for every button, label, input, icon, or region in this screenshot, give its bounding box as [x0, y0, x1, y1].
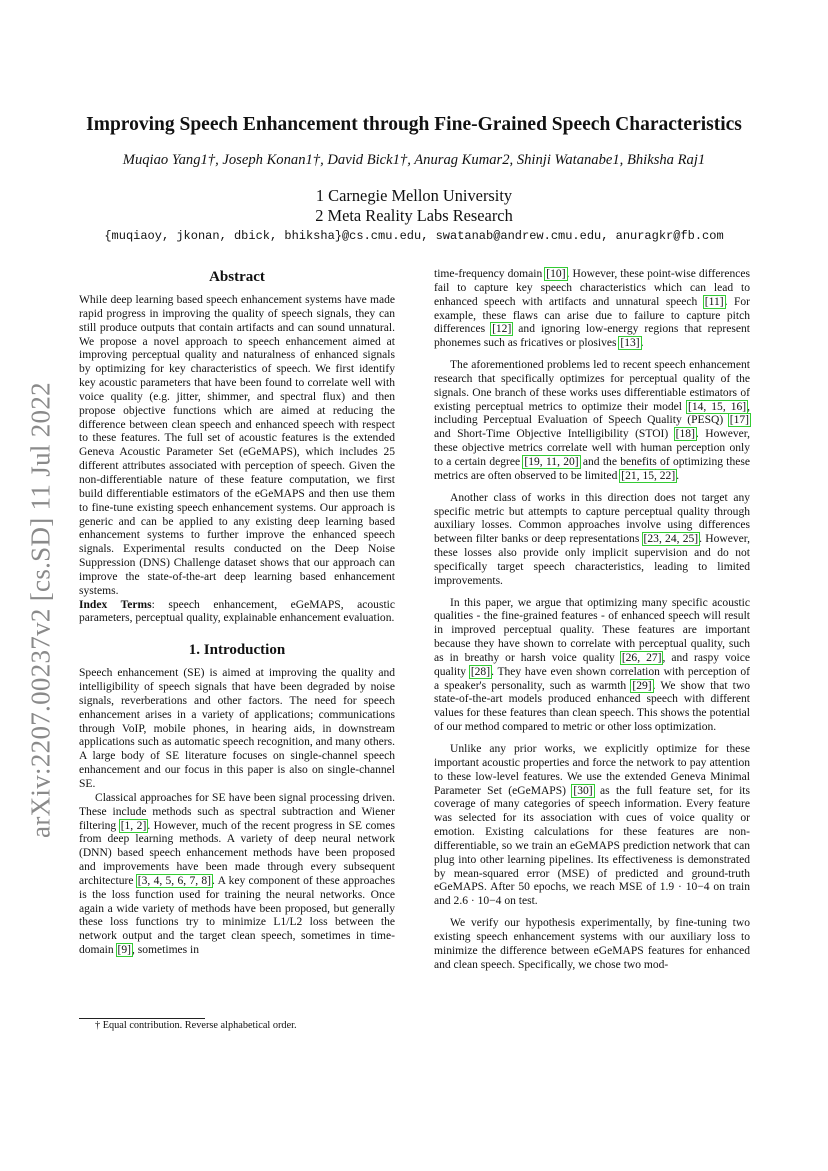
citation-link[interactable]: [12] [492, 323, 512, 336]
citation-link[interactable]: [21, 15, 22] [621, 469, 676, 482]
citation-link[interactable]: [23, 24, 25] [643, 533, 699, 546]
author-list: Muqiao Yang1†, Joseph Konan1†, David Bick1†, Anurag Kumar2, Shinji Watanabe1, Bhiksha Raj1 [122, 152, 706, 168]
index-terms-label: Index Terms [79, 598, 152, 611]
right-paragraph-4: In this paper, we argue that optimizing many specific acoustic qualities - the fine-grained features - of enhanced speech will result in improved perceptual quality. These features are important because they have shown to correlate with perceptual quality, such as in breathy or harsh voice quality [26, 27], and raspy voice quality [28]. They have even shown correlation with perception of a speaker's personality, such as warmth [29]. We show that two state-of-the-art models produced enhanced speech with different values for these features than clean speech. This shows the potential of our method compared to metric or other loss optimization. [434, 596, 750, 734]
right-column [434, 268, 750, 981]
citation-link[interactable]: [28] [470, 665, 491, 678]
right-paragraph-2: The aforementioned problems led to recent speech enhancement research that specifically optimizes for perceptual quality of the signals. One branch of these works uses differentiable estimators of existing perceptual metrics to optimize their model [14, 15, 16], including Perceptual Evaluation of Speech Quality (PESQ) [17] and Short-Time Objective Intelligibility (STOI) [18]. However, these objective metrics correlate well with human perception only to a certain degree [19, 11, 20] and the benefits of optimizing these metrics are often observed to be limited [21, 15, 22]. [434, 359, 750, 482]
citation-link[interactable]: [19, 11, 20] [524, 455, 579, 468]
citation-link[interactable]: [13] [620, 337, 640, 350]
citation-link[interactable]: [26, 27] [621, 651, 662, 664]
affiliation-cmu: 1 Carnegie Mellon University [315, 186, 513, 205]
right-paragraph-6: We verify our hypothesis experimentally, by fine-tuning two existing speech enhancement systems with our auxiliary loss to minimize the difference between eGeMAPS features for enhanced and clean speech. Specifically, we chose two mod- [434, 917, 750, 971]
citation-link[interactable]: [9] [117, 944, 131, 957]
abstract-text: While deep learning based speech enhancement systems have made rapid progress in improving the quality of speech signals, they can still produce outputs that contain artifacts and can sound unnatural. We propose a novel approach to speech enhancement aimed at improving perceptual quality and naturalness of enhanced signals by optimizing for key characteristics of speech. We first identify key acoustic parameters that have been found to correlate well with voice quality (e.g. jitter, shimmer, and spectral flux) and then propose objective functions which are aimed at reducing the difference between clean speech and enhanced speech with respect to these features. The full set of acoustic features is the extended Geneva Acoustic Parameter Set (eGeMAPS), which includes 25 different attributes associated with perception of speech. Given the non-differentiable nature of these feature computation, we first build differentiable estimators of the eGeMAPS and then use them to fine-tune existing speech enhancement systems. Our approach is generic and can be applied to any existing deep learning based enhancement systems to further improve the enhanced speech signals. Experimental results conducted on the Deep Noise Suppression (DNS) Challenge dataset shows that our approach can improve the state-of-the-art deep learning based enhancement systems. [79, 294, 395, 597]
footnote: † Equal contribution. Reverse alphabetical order. [95, 1020, 297, 1031]
right-paragraph-5: Unlike any prior works, we explicitly optimize for these important acoustic properties and force the network to pay attention to these low-level features. We use the extended Geneva Minimal Parameter Set (eGeMAPS) [30] as the full feature set, for its coverage of many categories of speech information. Every feature was selected for its association with cues of voice quality or emotion. Existing calculations for these features are non-differentiable, so we train an eGeMAPS prediction network that can plug into other learning pipelines. Its effectiveness is demonstrated by mean-squared error (MSE) of predicted and ground-truth eGeMAPS. After 50 epochs, we reach MSE of 1.9 · 10−4 on train and 2.6 · 10−4 on test. [434, 743, 750, 908]
arxiv-sidebar-stamp [25, 375, 56, 845]
index-terms [79, 599, 395, 627]
affiliation-meta: 2 Meta Reality Labs Research [315, 206, 513, 225]
citation-link[interactable]: [11] [704, 295, 724, 308]
citation-link[interactable]: [18] [675, 428, 695, 441]
citation-link[interactable]: [17] [729, 414, 749, 427]
citation-link[interactable]: [3, 4, 5, 6, 7, 8] [137, 874, 212, 887]
author-emails: {muqiaoy, jkonan, dbick, bhiksha}@cs.cmu.edu, swatanab@andrew.cmu.edu, anuragkr@fb.com [104, 229, 724, 243]
left-column [79, 268, 395, 966]
index-terms-text: : speech enhancement, eGeMAPS, acoustic parameters, perceptual quality, explainable enhancement evaluation. [79, 598, 395, 625]
arxiv-id: arXiv:2207.00237v2 [cs.SD] 11 Jul 2022 [25, 382, 56, 838]
intro-paragraph-2: Classical approaches for SE have been signal processing driven. These include methods such as spectral subtraction and Wiener filtering [1, 2]. However, much of the recent progress in SE comes from deep learning methods. A variety of deep neural network (DNN) based speech enhancement methods have been proposed and improvements have been made through every subsequent architecture [3, 4, 5, 6, 7, 8]. A key component of these approaches is the loss function used for training the neural networks. Once again a wide variety of methods have been proposed, but generally these loss functions try to minimize L1/L2 loss between the network output and the target clean speech, sometimes in time-domain [9], sometimes in [79, 791, 396, 957]
citation-link[interactable]: [30] [573, 784, 593, 797]
intro-paragraph-1: Speech enhancement (SE) is aimed at improving the quality and intelligibility of speech signals that have been degraded by noise signals, reverberations and other factors. The need for speech enhancement arises in a variety of applications; communications through VoIP, mobile phones, in hearing aids, in downstream applications such as automatic speech recognition, and many others. A large body of SE literature focuses on single-channel speech enhancement and our focus in this paper is also on single-channel SE. [79, 667, 395, 790]
right-paragraph-3: Another class of works in this direction does not target any specific metric but attempts to capture perceptual quality through auxiliary losses. Common approaches involve using differences between filter banks or deep representations [23, 24, 25]. However, these losses also provide only implicit supervision and do not specifically target speech characteristics, leading to limited improvements. [434, 491, 750, 587]
citation-link[interactable]: [14, 15, 16] [688, 400, 747, 413]
abstract-heading: Abstract [209, 269, 265, 285]
footnote-rule [79, 1018, 205, 1019]
paper-title: Improving Speech Enhancement through Fine-Grained Speech Characteristics [86, 114, 742, 135]
citation-link[interactable]: [1, 2] [120, 819, 147, 832]
intro-heading: 1. Introduction [188, 642, 286, 659]
right-paragraph-1: time-frequency domain [10]. However, these point-wise differences fail to capture key speech characteristics which can lead to enhanced speech with artifacts and unnatural speech [11]. For example, these flaws can arise due to failure to capture pitch differences [12] and ignoring low-energy regions that represent phonemes such as fricatives or plosives [13]. [434, 268, 750, 350]
citation-link[interactable]: [29] [632, 679, 652, 692]
citation-link[interactable]: [10] [546, 268, 566, 280]
